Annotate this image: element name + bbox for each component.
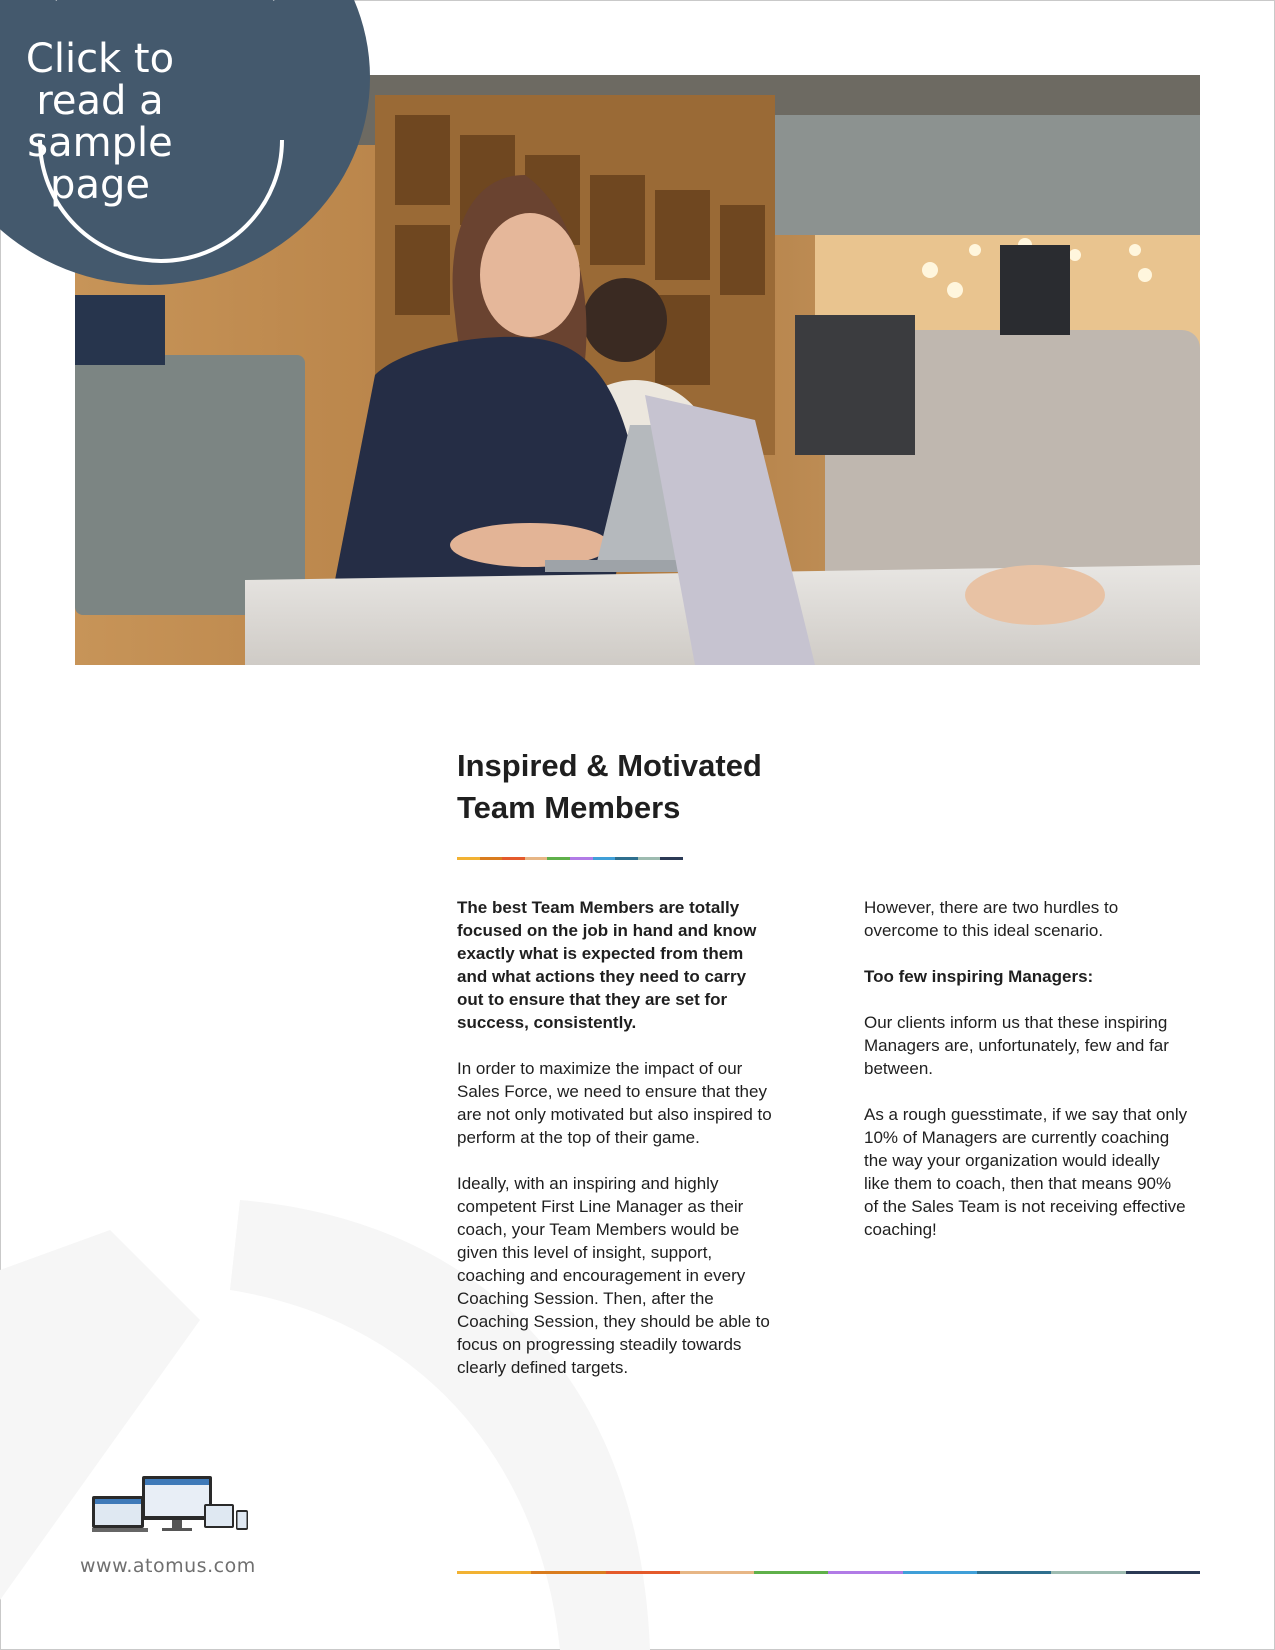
rule-segment: [531, 1571, 605, 1574]
rule-segment: [680, 1571, 754, 1574]
rule-segment: [1051, 1571, 1125, 1574]
rule-segment: [547, 857, 570, 860]
website-link[interactable]: www.atomus.com: [80, 1555, 256, 1577]
rule-segment: [903, 1571, 977, 1574]
paragraph: However, there are two hurdles to overcome to this ideal scenario.: [864, 898, 1119, 940]
badge-line-1: Click to read a: [25, 36, 175, 124]
rule-segment: [570, 857, 593, 860]
paragraph: Ideally, with an inspiring and highly competent First Line Manager as their coach, your Team Members would be given this level of insight, support, coaching and encouragement in every Coaching Session. Then, after the Coaching Session, they should be able to focus on progressing steadily towards clearly defined targets.: [457, 1174, 770, 1377]
rule-segment: [457, 857, 480, 860]
paragraph: In order to maximize the impact of our Sales Force, we need to ensure that they are not only motivated but also inspired to perform at the top of their game.: [457, 1059, 772, 1147]
badge-line-2: sample page: [27, 120, 173, 208]
rule-segment: [754, 1571, 828, 1574]
page-title: [457, 745, 857, 829]
title-line-2: Team Members: [457, 790, 681, 825]
rule-segment: [638, 857, 661, 860]
paragraph: Our clients inform us that these inspiring Managers are, unfortunately, few and far between.: [864, 1013, 1169, 1078]
rule-segment: [502, 857, 525, 860]
rule-segment: [660, 857, 683, 860]
devices-illustration: [92, 1476, 256, 1538]
rule-segment: [606, 1571, 680, 1574]
rule-segment: [525, 857, 548, 860]
right-column: [864, 896, 1189, 1264]
footer-color-rule: [457, 1571, 1200, 1574]
rule-segment: [828, 1571, 902, 1574]
read-sample-badge[interactable]: [0, 0, 370, 285]
left-column: [457, 896, 777, 1402]
intro-paragraph: The best Team Members are totally focused on the job in hand and know exactly what is expected from them and what actions they need to carry out to ensure that they are set for success, consistently.: [457, 898, 757, 1032]
title-color-rule: [457, 857, 683, 860]
rule-segment: [977, 1571, 1051, 1574]
badge-label: [0, 38, 200, 206]
title-line-1: Inspired & Motivated: [457, 748, 762, 783]
paragraph: As a rough guesstimate, if we say that only 10% of Managers are currently coaching the way your organization would ideally like them to coach, then that means 90% of the Sales Team is not receiving effective coaching!: [864, 1105, 1188, 1239]
rule-segment: [480, 857, 503, 860]
rule-segment: [615, 857, 638, 860]
rule-segment: [593, 857, 616, 860]
rule-segment: [457, 1571, 531, 1574]
subheading: Too few inspiring Managers:: [864, 967, 1094, 986]
rule-segment: [1126, 1571, 1200, 1574]
